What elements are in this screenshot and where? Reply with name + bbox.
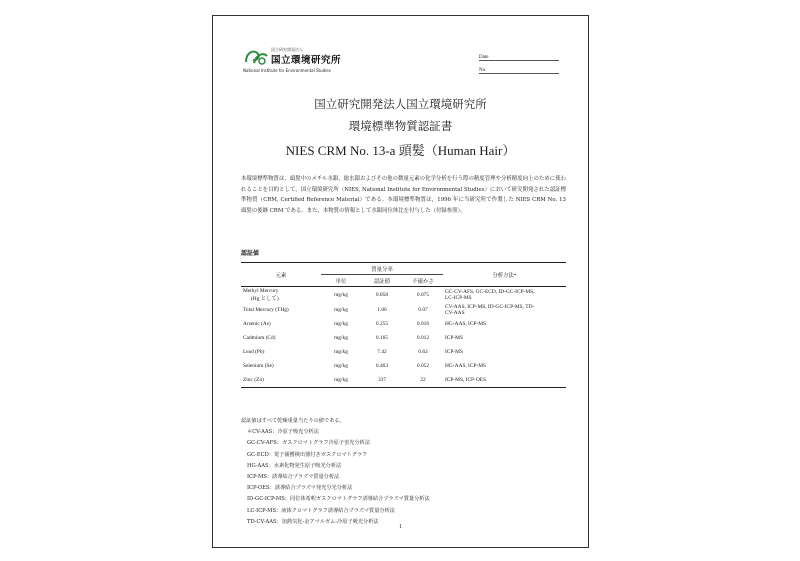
note-item: LC-ICP-MS：液体クロマトグラフ誘導結合プラズマ質量分析法 xyxy=(247,507,395,514)
element-cell: Methyl Mercury (Hg として) xyxy=(243,288,279,302)
method-cell: HG-AAS, ICP-MS xyxy=(445,321,487,327)
title-certificate: 環境標準物質認証書 xyxy=(348,119,453,133)
note-basis: 認証値はすべて乾燥重量当たりの値である。 xyxy=(241,418,345,424)
table-row xyxy=(241,373,566,388)
value-cell: 337 xyxy=(361,373,403,388)
date-field xyxy=(479,50,559,61)
element-cell: Arsenic (As) xyxy=(243,321,271,327)
element-cell: Zinc (Zn) xyxy=(241,373,321,388)
value-cell: 7.42 xyxy=(377,349,387,355)
value-cell: 0.858 xyxy=(375,292,389,298)
table-row xyxy=(241,359,566,373)
uncertainty-cell: 22 xyxy=(403,373,443,388)
unit-cell: mg/kg xyxy=(334,321,348,327)
notes-block xyxy=(241,416,430,528)
uncertainty-cell: 0.62 xyxy=(418,349,428,355)
col-uncertainty-header: 不確かさ xyxy=(403,275,443,287)
note-item: ICP-OES：誘導結合プラズマ発光分光分析法 xyxy=(247,485,353,492)
uncertainty-cell: 0.07 xyxy=(418,307,428,313)
unit-cell: mg/kg xyxy=(334,335,348,341)
nies-logo xyxy=(243,46,363,76)
uncertainty-cell: 0.012 xyxy=(416,335,430,341)
logo-org-english: National Institute for Environmental Studies xyxy=(243,68,331,73)
note-item: GC-ECD：電子捕獲検出器付きガスクロマトグラフ xyxy=(247,451,368,458)
unit-cell: mg/kg xyxy=(321,373,361,388)
number-field xyxy=(479,63,559,74)
document-page xyxy=(212,15,589,548)
page-number: 1 xyxy=(399,524,402,530)
method-cell: CV-AAS, ICP-MS, ID-GC-ICP-MS, TD- CV-AAS xyxy=(445,304,535,316)
note-item: HG-AAS：水素化物発生原子吸光分析法 xyxy=(247,462,342,469)
col-unit-header: 単位 xyxy=(321,275,361,287)
col-value-header: 認証値 xyxy=(361,275,403,287)
note-item: ＊CV-AAS：冷原子吸光分析法 xyxy=(247,429,319,436)
value-cell: 1.06 xyxy=(377,307,387,313)
date-label: Date xyxy=(479,55,489,60)
header-fields xyxy=(479,50,559,76)
element-cell: Selenium (Se) xyxy=(243,363,274,369)
unit-cell: mg/kg xyxy=(334,307,348,313)
logo-org-name: 国立環境研究所 xyxy=(271,55,342,66)
method-cell: GC-CV-AFS, GC-ECD, ID-GC-ICP-MS, LC-ICP-MS xyxy=(445,289,535,301)
logo-org-small: 国立研究開発法人 xyxy=(271,47,303,52)
title-institute: 国立研究開発法人国立環境研究所 xyxy=(314,97,487,111)
number-label: No. xyxy=(479,68,487,73)
table-row xyxy=(241,303,566,317)
element-cell: Lead (Pb) xyxy=(243,349,265,355)
method-cell: HG-AAS, ICP-MS xyxy=(445,363,487,369)
uncertainty-cell: 0.016 xyxy=(416,321,430,327)
note-item: ICP-MS：誘導結合プラズマ質量分析法 xyxy=(247,474,340,481)
element-cell: Cadmium (Cd) xyxy=(243,335,276,341)
note-item: ID-GC-ICP-MS：同位体希釈ガスクロマトグラフ誘導結合プラズマ質量分析法 xyxy=(247,496,430,503)
uncertainty-cell: 0.052 xyxy=(416,363,430,369)
element-cell: Total Mercury (THg) xyxy=(243,307,289,313)
unit-cell: mg/kg xyxy=(334,363,348,369)
unit-cell: mg/kg xyxy=(334,349,348,355)
value-cell: 0.255 xyxy=(375,321,389,327)
col-method-header: 分析方法* xyxy=(443,263,566,287)
col-group-header: 質量分率 xyxy=(321,263,443,275)
note-item: TD-CV-AAS：加熱気化-金アマルガム-冷原子吸光分析法 xyxy=(247,518,379,525)
value-cell: 0.165 xyxy=(375,335,389,341)
certified-values-table xyxy=(241,262,566,388)
unit-cell: mg/kg xyxy=(334,292,348,298)
method-cell: ICP-MS xyxy=(445,335,463,341)
uncertainty-cell: 0.075 xyxy=(416,292,430,298)
table-header-row xyxy=(241,263,566,275)
method-cell: ICP-MS xyxy=(445,349,463,355)
intro-paragraph: 本環境標準物質は，頭髪中のメチル水銀，総水銀およびその他の微量元素の化学分析を行う際の精度管理や分析精度向上のために使われることを目的として，国立環境研究所（NIES, National Institute for Environmental Studies）において研究開発された認証標準物質（CRM, Certified Reference Material）である。本環境標準物質は，1996 年に当研究所で作製した NIES CRM No. 13 頭髪の後継 CRM である。また，本物質の情報として水銀同位体比を付与した（付録参照）。 xyxy=(241,176,566,214)
col-element-header: 元素 xyxy=(241,263,321,287)
table-row xyxy=(241,287,566,304)
title-crm-name: NIES CRM No. 13-a 頭髪（Human Hair） xyxy=(285,143,516,158)
section-title: 認証値 xyxy=(241,250,260,257)
nies-logo-mark-icon xyxy=(243,46,269,68)
table-row xyxy=(241,331,566,345)
table-row xyxy=(241,345,566,359)
note-item: GC-CV-AFS：ガスクロマトグラフ冷原子蛍光分析法 xyxy=(247,440,371,447)
method-cell: ICP-MS, ICP-OES xyxy=(443,373,566,388)
value-cell: 0.463 xyxy=(375,363,389,369)
table-row xyxy=(241,317,566,331)
